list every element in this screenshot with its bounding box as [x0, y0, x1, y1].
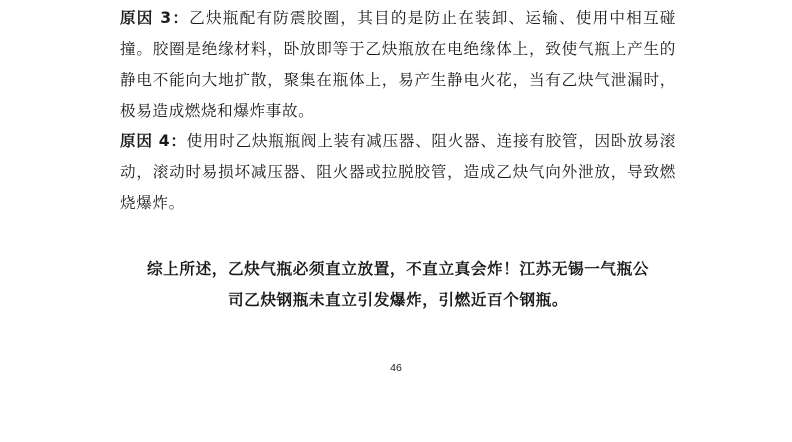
summary-paragraph: [120, 254, 676, 316]
reason-3-paragraph: [120, 3, 676, 127]
reason-3-label: 原因 3：: [120, 9, 190, 27]
reason-3-text: 乙炔瓶配有防震胶圈，其目的是防止在装卸、运输、使用中相互碰撞。胶圈是绝缘材料，卧放即等于乙炔瓶放在电绝缘体上，致使气瓶上产生的静电不能向大地扩散，聚集在瓶体上，易产生静电火花，当有乙炔气泄漏时，极易造成燃烧和爆炸事故。: [120, 9, 676, 120]
summary-line-1: 综上所述，乙炔气瓶必须直立放置，不直立真会炸！江苏无锡一气瓶公: [146, 260, 649, 278]
reason-4-text: 使用时乙炔瓶瓶阀上装有减压器、阻火器、连接有胶管，因卧放易滚动，滚动时易损坏减压器、阻火器或拉脱胶管，造成乙炔气向外泄放，导致燃烧爆炸。: [120, 132, 676, 212]
summary-line-2: 司乙炔钢瓶未直立引发爆炸，引燃近百个钢瓶。: [227, 291, 569, 309]
reason-4-paragraph: [120, 126, 676, 219]
reason-4-label: 原因 4：: [120, 132, 187, 150]
page-number: 46: [390, 362, 402, 374]
